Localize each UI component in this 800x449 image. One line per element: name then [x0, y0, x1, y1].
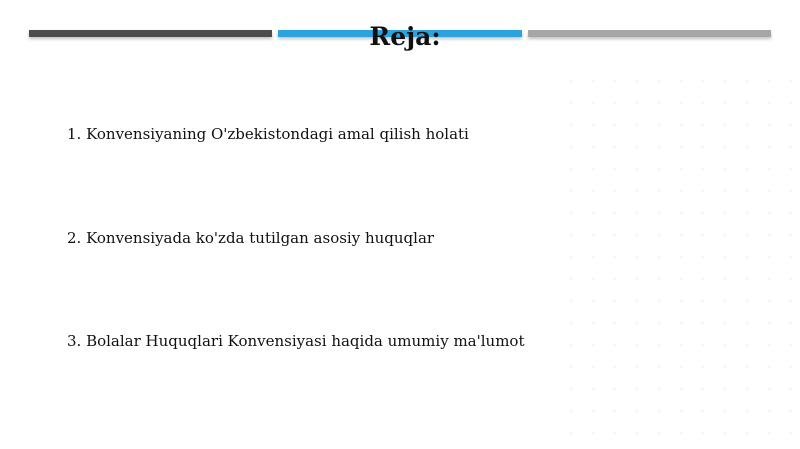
slide-title: Reja:: [369, 22, 441, 51]
background-dot-pattern: [560, 70, 800, 449]
agenda-item: 3. Bolalar Huquqlari Konvensiyasi haqida umumiy ma'lumot: [67, 332, 525, 350]
agenda-item: 1. Konvensiyaning O'zbekistondagi amal qilish holati: [67, 125, 469, 143]
agenda-item: 2. Konvensiyada ko'zda tutilgan asosiy huquqlar: [67, 229, 435, 247]
